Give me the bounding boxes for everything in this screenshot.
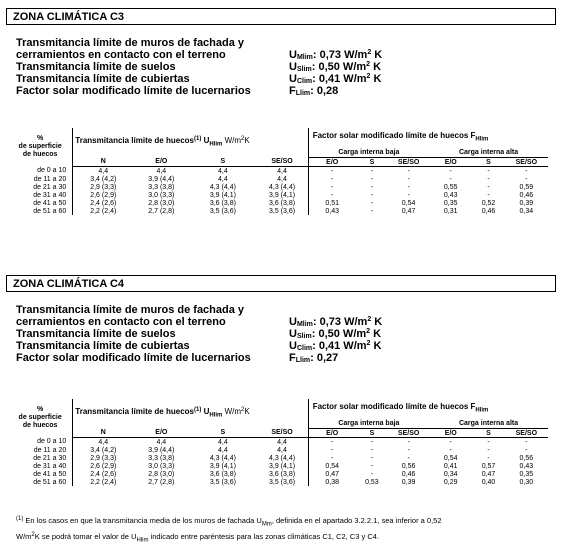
table-row (8, 446, 548, 454)
table-cell: - (407, 438, 410, 446)
orientation-header: S (189, 429, 256, 438)
table-cell: de 0 a 10 (37, 167, 67, 175)
f-header: Factor solar modificado límite de huecos $F_{Hlim}$ (308, 399, 548, 419)
table-row (8, 470, 548, 478)
table-cell: - (407, 175, 410, 183)
limit-label: Transmitancia límite de suelos (16, 328, 176, 340)
table-cell: - (487, 438, 490, 446)
limit-label: Transmitancia límite de cubiertas (16, 73, 190, 85)
table-cell: 4,3 (4,4) (209, 454, 236, 462)
table-row (8, 191, 548, 199)
table-cell: 3,9 (4,1) (268, 191, 296, 199)
table-cell: 2,6 (2,9) (73, 191, 133, 199)
footnote-mark: (1) (16, 516, 24, 522)
orientation-header: S (356, 158, 388, 167)
zone-title: ZONA CLIMÁTICA C4 (6, 275, 556, 292)
table-cell: 4,3 (4,4) (268, 454, 296, 462)
limit-label: Transmitancia límite de muros de fachada y (16, 304, 245, 316)
table-row (8, 462, 548, 470)
table-cell: 0,51 (308, 199, 356, 207)
table-cell: - (370, 446, 374, 454)
table-cell: - (525, 175, 528, 183)
limits-table-c4 (8, 399, 548, 486)
table-cell: 2,9 (3,3) (73, 454, 133, 462)
table-cell: 3,6 (3,8) (268, 199, 296, 207)
table-cell: 4,4 (277, 438, 287, 446)
table-cell: 0,54 (401, 199, 416, 207)
table-cell: 0,59 (519, 183, 534, 191)
table-cell: 3,9 (4,1) (209, 462, 236, 470)
table-cell: - (370, 462, 374, 470)
table-cell: 0,47 (401, 207, 416, 215)
table-cell: 3,9 (4,4) (148, 446, 175, 454)
table-cell: de 11 a 20 (33, 446, 67, 454)
table-cell: - (370, 167, 374, 175)
orientation-header: S (472, 429, 504, 438)
table-cell: - (308, 446, 356, 454)
table-cell: - (487, 446, 490, 454)
table-cell: 0,43 (308, 207, 356, 215)
limit-value: $U_{Slim}$: 0,50 $W/m^2$ K (289, 328, 382, 340)
table-cell: 0,29 (443, 478, 458, 486)
table-cell: 3,5 (3,6) (268, 478, 296, 486)
table-cell: 0,46 (401, 470, 416, 478)
limit-suelos (16, 61, 556, 73)
table-cell: - (525, 446, 528, 454)
table-cell: 2,8 (3,0) (148, 199, 175, 207)
table-cell: - (370, 438, 374, 446)
table-cell: 3,9 (4,1) (209, 191, 236, 199)
table-cell: 3,5 (3,6) (209, 478, 236, 486)
table-cell: 4,4 (218, 167, 228, 175)
table-cell: 2,2 (2,4) (73, 207, 133, 215)
pct-header: % de superficie de huecos (18, 135, 62, 159)
table-cell: - (370, 183, 374, 191)
table-cell: 0,47 (308, 470, 356, 478)
orientation-header: SE/SO (256, 429, 308, 438)
limit-cubiertas (16, 340, 556, 352)
limits-block (16, 37, 556, 97)
table-cell: - (407, 446, 410, 454)
limits-table (8, 128, 548, 215)
table-cell: - (370, 470, 374, 478)
zone-title: ZONA CLIMÁTICA C3 (6, 8, 556, 25)
limit-suelos (16, 328, 556, 340)
table-cell: 0,41 (443, 462, 458, 470)
carga-alta-header: Carga interna alta (429, 148, 548, 158)
orientation-header: SE/SO (388, 429, 429, 438)
table-cell: - (487, 183, 490, 191)
table-cell: 2,7 (2,8) (148, 207, 175, 215)
table-cell: 0,54 (443, 454, 458, 462)
limit-label: Transmitancia límite de cubiertas (16, 340, 190, 352)
limit-label: cerramientos en contacto con el terreno (16, 49, 226, 61)
table-cell: - (407, 454, 410, 462)
table-cell: 0,35 (443, 199, 458, 207)
u-header: Transmitancia límite de huecos$^{(1)}$ $U_{Hlim}$ $W/m^2K$ (73, 399, 308, 429)
table-cell: - (487, 175, 490, 183)
limit-cubiertas (16, 73, 556, 85)
limit-label: Factor solar modificado límite de lucernarios (16, 85, 251, 97)
table-cell: 4,3 (4,4) (268, 183, 296, 191)
table-cell: 4,4 (73, 438, 133, 447)
table-cell: 3,0 (3,3) (148, 462, 175, 470)
table-row (8, 478, 548, 486)
table-cell: - (308, 183, 356, 191)
orientation-header: SE/SO (505, 158, 548, 167)
table-cell: - (407, 183, 410, 191)
table-cell: - (449, 438, 452, 446)
limit-label: Transmitancia límite de suelos (16, 61, 176, 73)
table-cell: - (487, 191, 490, 199)
table-cell: de 21 a 30 (33, 454, 67, 462)
table-cell: 4,4 (218, 438, 228, 446)
table-row (8, 167, 548, 176)
table-cell: - (370, 199, 374, 207)
orientation-header: SE/SO (505, 429, 548, 438)
carga-baja-header: Carga interna baja (308, 148, 429, 158)
table-cell: 2,7 (2,8) (148, 478, 175, 486)
table-cell: 2,6 (2,9) (73, 462, 133, 470)
table-cell: 4,4 (277, 446, 287, 454)
u-header: Transmitancia límite de huecos$^{(1)}$ $U_{Hlim}$ $W/m^2K$ (73, 128, 308, 158)
limit-value: $U_{Slim}$: 0,50 $W/m^2$ K (289, 61, 382, 73)
pct-header: % de superficie de huecos (18, 406, 62, 430)
table-cell: 0,52 (481, 199, 496, 207)
table-cell: 0,53 (365, 478, 379, 486)
orientation-header: E/O (429, 158, 472, 167)
limits-block (16, 304, 556, 364)
table-cell: 0,31 (443, 207, 458, 215)
table-cell: 0,34 (443, 470, 458, 478)
table-row (8, 175, 548, 183)
zone-c4 (6, 275, 556, 364)
table-cell: 0,47 (481, 470, 496, 478)
table-cell: 0,55 (443, 183, 458, 191)
table-cell: 0,34 (519, 207, 534, 215)
orientation-header: S (472, 158, 504, 167)
f-header: Factor solar modificado límite de huecos $F_{Hlim}$ (308, 128, 548, 148)
table-cell: 0,46 (481, 207, 496, 215)
zone-c3 (6, 8, 556, 97)
table-cell: 2,4 (2,6) (73, 199, 133, 207)
table-cell: - (308, 167, 356, 176)
table-cell: 0,46 (519, 191, 534, 199)
table-cell: de 31 a 40 (33, 191, 67, 199)
orientation-header: SE/SO (388, 158, 429, 167)
table-cell: de 0 a 10 (37, 438, 67, 446)
orientation-header: E/O (308, 158, 356, 167)
table-cell: - (308, 175, 356, 183)
footnote: $^{(1)}$ En los casos en que la transmitancia media de los muros de fachada $U_{Mm}$, definida en el apartado 3.2.2.1, sea inferior a 0,52 $W/m^2K$ se podrá tomar el valor de $U_{Hlim}$ indicado entre paréntesis para las zonas climáticas C1, C2, C3 y C4. (16, 516, 442, 543)
table-cell: - (370, 454, 374, 462)
table-cell: de 51 a 60 (33, 207, 67, 215)
table-cell: 3,9 (4,4) (148, 175, 175, 183)
carga-baja-header: Carga interna baja (308, 419, 429, 429)
table-cell: 3,5 (3,6) (209, 207, 236, 215)
table-cell: 0,38 (308, 478, 356, 486)
limit-muros (16, 37, 556, 49)
table-cell: - (449, 175, 452, 183)
orientation-header: N (73, 429, 133, 438)
limit-value: $U_{Clim}$: 0,41 $W/m^2$ K (289, 340, 382, 352)
limit-muros-line2 (16, 49, 556, 61)
orientation-header: S (189, 158, 256, 167)
table-cell: 3,4 (4,2) (73, 446, 133, 454)
limit-muros-line2 (16, 316, 556, 328)
table-cell: 4,4 (218, 446, 228, 454)
table-cell: - (407, 167, 410, 175)
limit-lucernarios (16, 352, 556, 364)
table-cell: - (449, 446, 452, 454)
table-cell: - (370, 191, 374, 199)
table-row (8, 207, 548, 215)
table-cell: de 21 a 30 (33, 183, 67, 191)
limit-label: Factor solar modificado límite de lucernarios (16, 352, 251, 364)
table-cell: 2,2 (2,4) (73, 478, 133, 486)
table-cell: de 41 a 50 (33, 470, 67, 478)
table-cell: 3,6 (3,8) (209, 199, 236, 207)
table-cell: 3,9 (4,1) (268, 462, 296, 470)
table-cell: - (487, 454, 490, 462)
limits-table (8, 399, 548, 486)
table-cell: 0,54 (308, 462, 356, 470)
table-cell: - (449, 167, 452, 175)
orientation-header: E/O (429, 429, 472, 438)
table-cell: - (308, 438, 356, 447)
table-cell: 0,40 (481, 478, 496, 486)
orientation-header: E/O (133, 158, 189, 167)
table-cell: de 51 a 60 (33, 478, 67, 486)
table-row (8, 183, 548, 191)
table-cell: 4,3 (4,4) (209, 183, 236, 191)
table-cell: 0,56 (519, 454, 534, 462)
orientation-header: SE/SO (256, 158, 308, 167)
orientation-header: E/O (308, 429, 356, 438)
table-cell: - (308, 191, 356, 199)
table-cell: 3,4 (4,2) (73, 175, 133, 183)
carga-alta-header: Carga interna alta (429, 419, 548, 429)
table-cell: 3,3 (3,8) (148, 183, 175, 191)
limit-value: $F_{Llim}$: 0,28 (289, 85, 339, 97)
limit-label: cerramientos en contacto con el terreno (16, 316, 226, 328)
table-cell: 2,8 (3,0) (148, 470, 175, 478)
limit-label: Transmitancia límite de muros de fachada y (16, 37, 245, 49)
table-cell: 4,4 (277, 175, 287, 183)
table-cell: 4,4 (156, 167, 167, 175)
table-cell: 4,4 (277, 167, 287, 175)
table-cell: - (370, 175, 374, 183)
table-cell: 3,0 (3,3) (148, 191, 175, 199)
table-cell: - (370, 207, 374, 215)
limit-value: $F_{Llim}$: 0,27 (289, 352, 339, 364)
table-cell: 0,43 (443, 191, 458, 199)
limit-muros (16, 304, 556, 316)
table-cell: de 31 a 40 (33, 462, 67, 470)
table-cell: 0,39 (519, 199, 534, 207)
table-cell: 3,6 (3,8) (268, 470, 296, 478)
table-cell: 0,35 (519, 470, 534, 478)
table-cell: - (487, 167, 490, 175)
orientation-header: N (73, 158, 133, 167)
table-cell: 2,9 (3,3) (73, 183, 133, 191)
table-row (8, 199, 548, 207)
table-cell: - (525, 167, 528, 175)
table-cell: 4,4 (73, 167, 133, 176)
table-row (8, 438, 548, 447)
table-cell: 4,4 (156, 438, 167, 446)
table-cell: 2,4 (2,6) (73, 470, 133, 478)
orientation-header: E/O (133, 429, 189, 438)
limit-value: $U_{Mlim}$: 0,73 $W/m^2$ K (289, 316, 383, 328)
limit-lucernarios (16, 85, 556, 97)
table-cell: - (407, 191, 410, 199)
table-row (8, 454, 548, 462)
limit-value: $U_{Clim}$: 0,41 $W/m^2$ K (289, 73, 382, 85)
table-cell: de 11 a 20 (33, 175, 67, 183)
orientation-header: S (356, 429, 388, 438)
table-cell: 3,6 (3,8) (209, 470, 236, 478)
table-cell: 0,57 (481, 462, 496, 470)
table-cell: 0,39 (401, 478, 416, 486)
table-cell: - (308, 454, 356, 462)
table-cell: 0,30 (519, 478, 534, 486)
limit-value: $U_{Mlim}$: 0,73 $W/m^2$ K (289, 49, 383, 61)
limits-table-c3 (8, 128, 548, 215)
table-cell: 0,43 (519, 462, 534, 470)
table-cell: 3,3 (3,8) (148, 454, 175, 462)
table-cell: 4,4 (218, 175, 228, 183)
table-cell: 3,5 (3,6) (268, 207, 296, 215)
table-cell: de 41 a 50 (33, 199, 67, 207)
table-cell: 0,56 (401, 462, 416, 470)
table-cell: - (525, 438, 528, 446)
